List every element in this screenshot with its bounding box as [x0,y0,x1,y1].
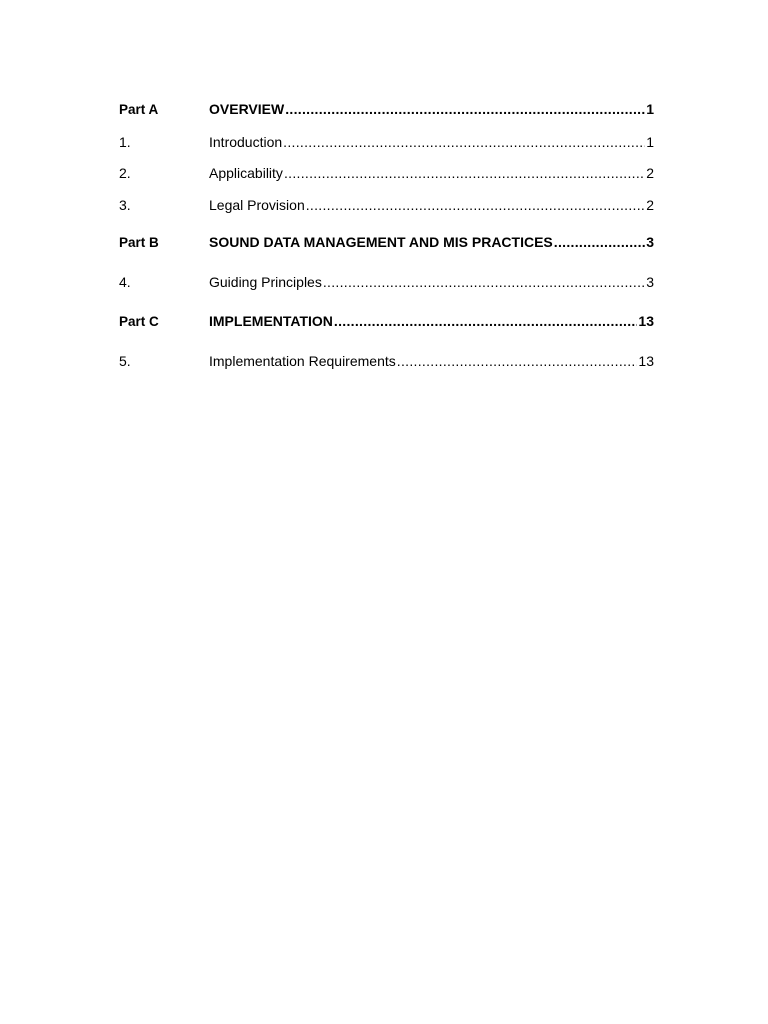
toc-section-number: 3. [119,197,131,213]
toc-dot-leader [306,195,645,215]
toc-section-title: Implementation Requirements [209,353,396,369]
toc-entry-body [209,195,654,215]
toc-entry-body [209,99,654,119]
toc-entry-body [209,311,654,331]
toc-entry-body [209,132,654,152]
toc-dot-leader [334,311,638,331]
toc-dot-leader [283,132,645,152]
toc-section-number: 4. [119,274,131,290]
toc-entry-body [209,351,654,371]
toc-page-number: 1 [646,101,654,117]
toc-part-label: Part C [119,314,159,329]
toc-page-number: 13 [638,353,654,369]
toc-dot-leader [554,232,645,252]
toc-entry-applicability [119,163,654,183]
toc-dot-leader [284,163,645,183]
toc-entry-part-c [119,311,654,331]
toc-page-number: 3 [646,274,654,290]
toc-entry-part-a [119,99,654,119]
toc-entry-body [209,232,654,252]
toc-entry-legal-provision [119,195,654,215]
toc-part-title: OVERVIEW [209,101,285,117]
toc-section-number: 2. [119,165,131,181]
toc-page-number: 2 [646,165,654,181]
toc-section-number: 5. [119,353,131,369]
toc-section-title: Applicability [209,165,283,181]
toc-part-label: Part B [119,235,159,250]
toc-page-number: 1 [646,134,654,150]
toc-part-label: Part A [119,102,159,117]
toc-section-title: Guiding Principles [209,274,322,290]
toc-dot-leader [397,351,638,371]
toc-section-title: Introduction [209,134,283,150]
toc-page-number: 13 [638,313,654,329]
toc-entry-body [209,163,654,183]
toc-part-title: IMPLEMENTATION [209,313,333,329]
toc-section-number: 1. [119,134,131,150]
toc-page-number: 2 [646,197,654,213]
toc-entry-guiding-principles [119,272,654,292]
toc-entry-part-b [119,232,654,252]
toc-entry-implementation-requirements [119,351,654,371]
toc-dot-leader [323,272,645,292]
toc-entry-introduction [119,132,654,152]
toc-entry-body [209,272,654,292]
toc-page-number: 3 [646,234,654,250]
toc-dot-leader [285,99,645,119]
toc-section-title: Legal Provision [209,197,305,213]
toc-part-title: SOUND DATA MANAGEMENT AND MIS PRACTICES [209,234,553,250]
